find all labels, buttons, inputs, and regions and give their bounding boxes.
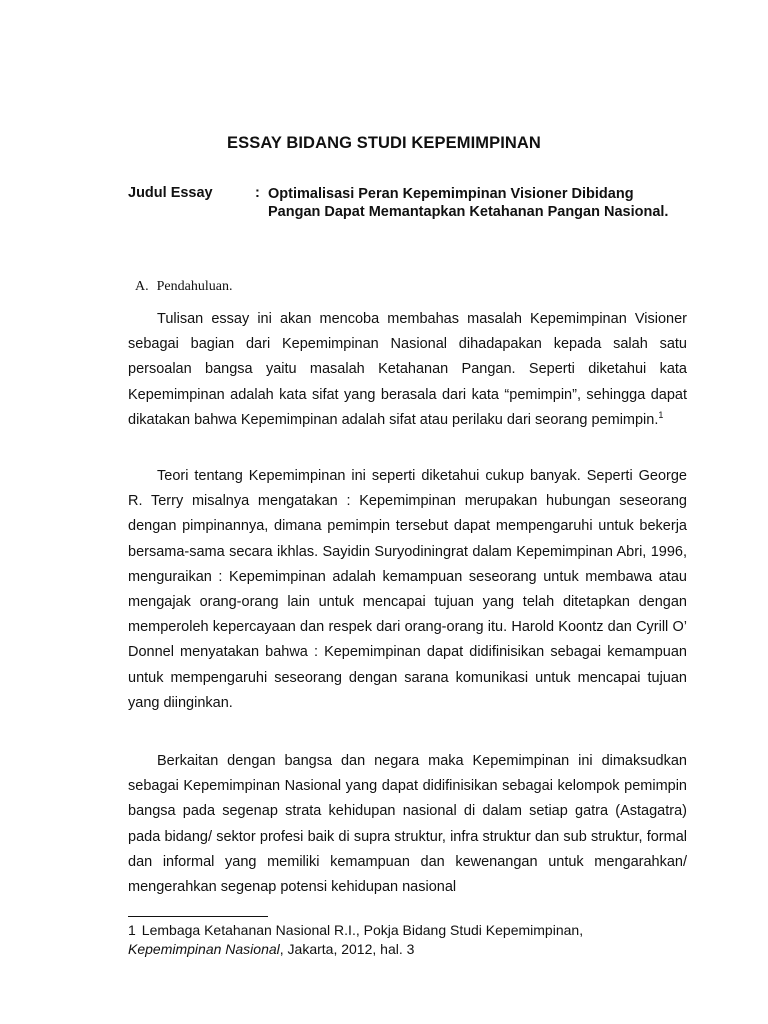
footnote-book-title: Kepemimpinan Nasional (128, 941, 280, 957)
footnote-text: Lembaga Ketahanan Nasional R.I., Pokja Bidang Studi Kepemimpinan, (141, 922, 584, 938)
footnote-divider (128, 916, 268, 917)
paragraph-2: Teori tentang Kepemimpinan ini seperti diketahui cukup banyak. Seperti George R. Terry misalnya mengatakan : Kepemimpinan merupakan hubungan seseorang dengan pimpinannya, dimana pemimpin tersebut dapat mempengaruhi untuk bekerja bersama-sama secara ikhlas. Sayidin Suryodiningrat dalam Kepemimpinan Abri, 1996, menguraikan : Kepemimpinan adalah kemampuan seseorang untuk membawa atau mengajak orang-orang lain untuk mencapai tujuan yang telah ditetapkan dengan memperoleh kepercayaan dan respek dari orang-orang itu. Harold Koontz dan Cyrill O’ Donnel menyatakan bahwa : Kepemimpinan dapat didifinisikan sebagai kemampuan untuk mempengaruhi seseorang dengan sarana komunikasi untuk mencapai tujuan yang diinginkan. (128, 468, 687, 711)
footnote-number: 1 (128, 922, 136, 938)
judul-text: Optimalisasi Peran Kepemimpinan Visioner Dibidang Pangan Dapat Memantapkan Ketahanan Pangan Nasional. (268, 186, 669, 220)
paragraph-3: Berkaitan dengan bangsa dan negara maka Kepemimpinan ini dimaksudkan sebagai Kepemimpinan Nasional yang dapat didifinisikan sebagai kelompok pemimpin bangsa pada segenap strata kehidupan nasional di dalam setiap gatra (Astagatra) pada bidang/ sektor profesi baik di supra struktur, infra struktur dan sub struktur, formal dan informal yang memiliki kemampuan dan kewenangan untuk mengarahkan/ mengerahkan segenap potensi kehidupan nasional (128, 753, 687, 896)
document-title: ESSAY BIDANG STUDI KEPEMIMPINAN (227, 134, 541, 152)
footnote-text-end: , Jakarta, 2012, hal. 3 (279, 941, 415, 957)
paragraph-1-text: Tulisan essay ini akan mencoba membahas masalah Kepemimpinan Visioner sebagai bagian dari Kepemimpinan Nasional dihadapakan kepada salah satu persoalan bangsa yaitu masalah Ketahanan Pangan. Seperti diketahui kata Kepemimpinan adalah kata sifat yang berasala dari kata “pemimpin”, sehingga dapat dikatakan bahwa Kepemimpinan adalah sifat atau perilaku dari seorang pemimpin. (128, 311, 687, 428)
footnote-reference: 1 (658, 409, 664, 420)
footnote (128, 921, 688, 959)
section-number: A. (135, 279, 149, 294)
section-heading (135, 279, 232, 295)
judul-label: Judul Essay (128, 185, 213, 201)
paragraph-1 (128, 307, 687, 433)
judul-separator: : (255, 185, 260, 201)
section-heading-text: Pendahuluan. (156, 279, 233, 294)
